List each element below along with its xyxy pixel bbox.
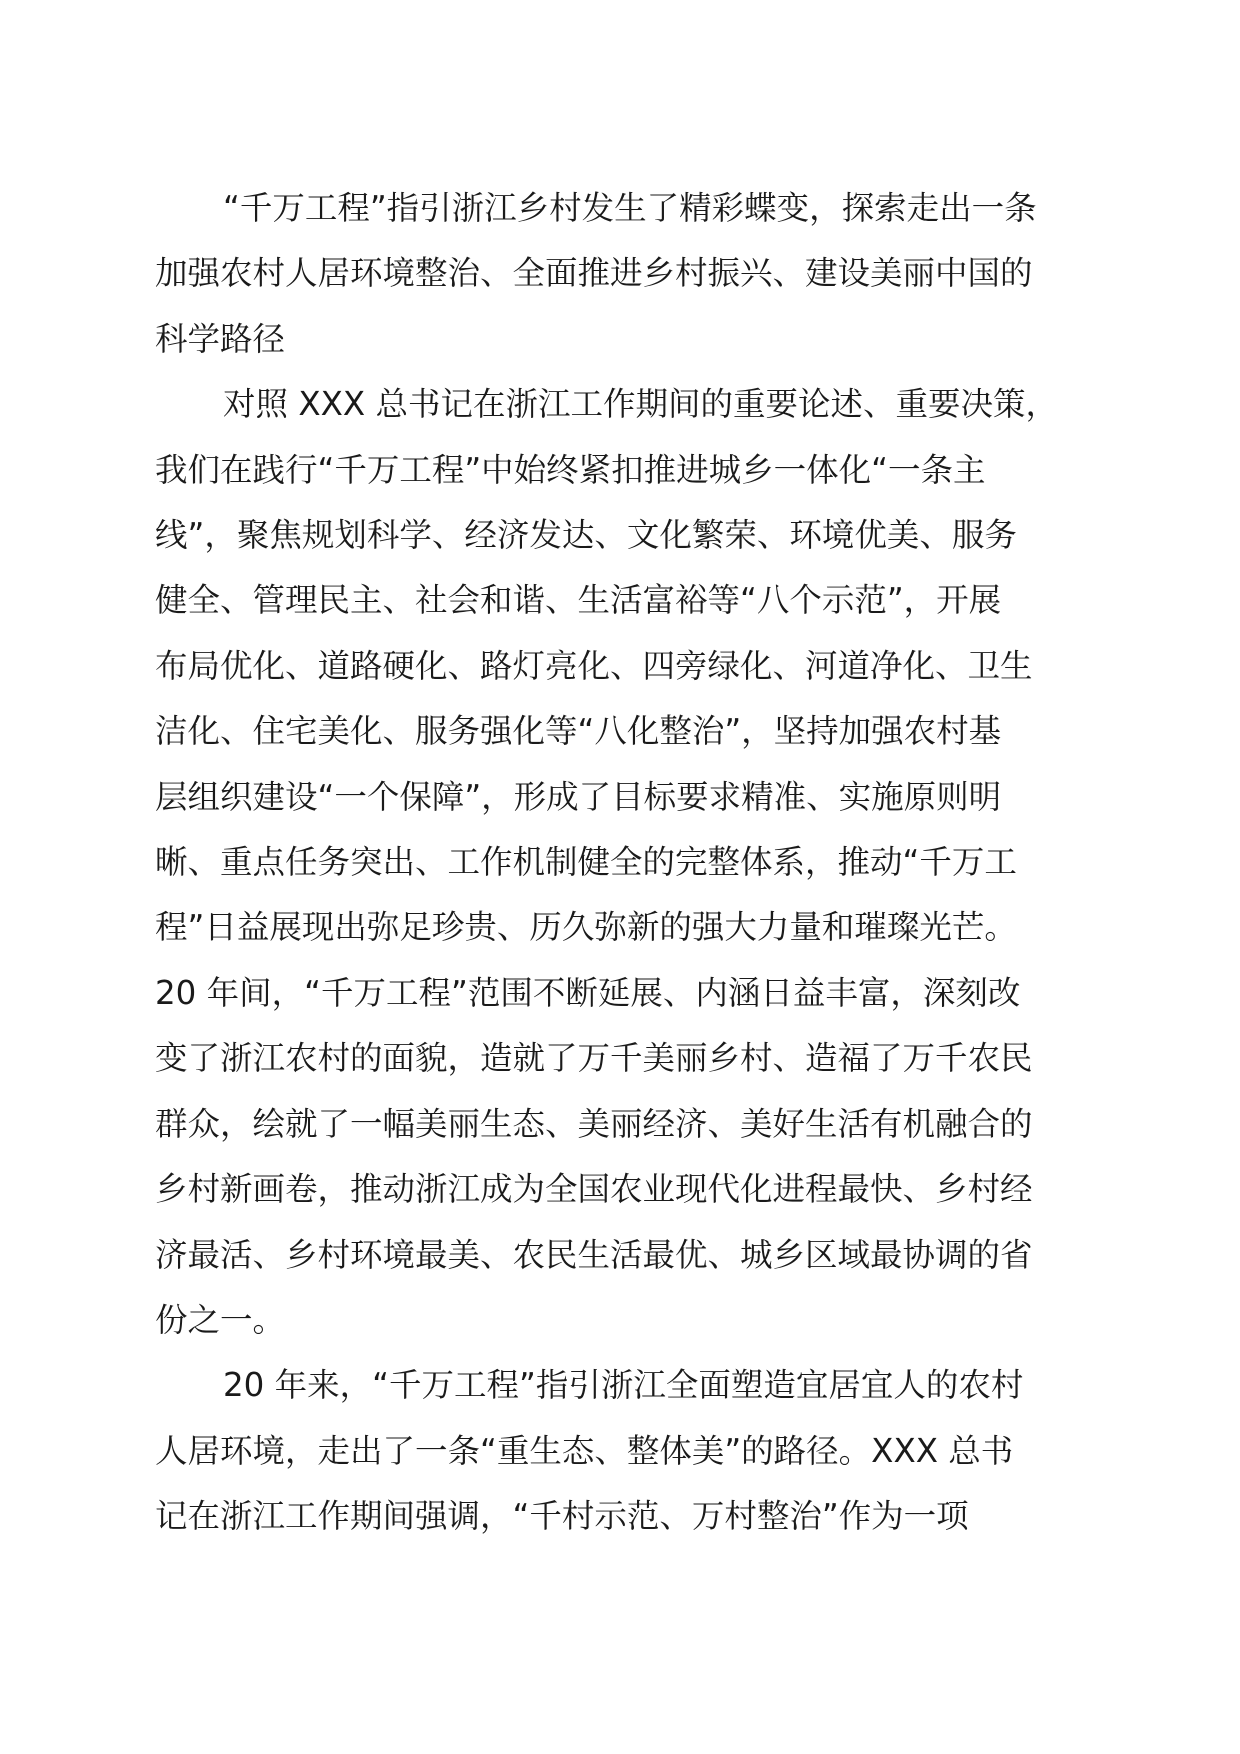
paragraph-1 (155, 176, 1085, 372)
paragraph-line: 加强农村人居环境整治、全面推进乡村振兴、建设美丽中国的 (155, 254, 1033, 293)
paragraph-line: 科学路径 (155, 319, 286, 358)
paragraph-line: 层组织建设“一个保障”，形成了目标要求精准、实施原则明 (155, 777, 1002, 816)
paragraph-line: 乡村新画卷，推动浙江成为全国农业现代化进程最快、乡村经 (155, 1170, 1033, 1209)
paragraph-line: 洁化、住宅美化、服务强化等“八化整治”，坚持加强农村基 (155, 712, 1002, 751)
paragraph-line: 人居环境，走出了一条“重生态、整体美”的路径。XXX 总书 (155, 1431, 1014, 1470)
paragraph-line: 我们在践行“千万工程”中始终紧扣推进城乡一体化“一条主 (155, 450, 986, 489)
paragraph-line: 济最活、乡村环境最美、农民生活最优、城乡区域最协调的省 (155, 1235, 1033, 1274)
paragraph-line: 20 年间，“千万工程”范围不断延展、内涵日益丰富，深刻改 (155, 973, 1021, 1012)
paragraph-line: 线”，聚焦规划科学、经济发达、文化繁荣、环境优美、服务 (155, 516, 1017, 555)
paragraph-line: 程”日益展现出弥足珍贵、历久弥新的强大力量和璀璨光芒。 (155, 908, 1017, 947)
paragraph-3 (155, 1353, 1085, 1549)
paragraph-line: 布局优化、道路硬化、路灯亮化、四旁绿化、河道净化、卫生 (155, 646, 1033, 685)
paragraph-line: 健全、管理民主、社会和谐、生活富裕等“八个示范”，开展 (155, 581, 1002, 620)
paragraph-2 (155, 372, 1085, 1353)
paragraph-line: 群众，绘就了一幅美丽生态、美丽经济、美好生活有机融合的 (155, 1104, 1033, 1143)
paragraph-line: 变了浙江农村的面貌，造就了万千美丽乡村、造福了万千农民 (155, 1039, 1033, 1078)
paragraph-line: 20 年来，“千万工程”指引浙江全面塑造宜居宜人的农村 (223, 1366, 1024, 1405)
paragraph-line: 对照 XXX 总书记在浙江工作期间的重要论述、重要决策， (223, 385, 1058, 424)
paragraph-line: 记在浙江工作期间强调，“千村示范、万村整治”作为一项 (155, 1497, 969, 1536)
paragraph-line: 晰、重点任务突出、工作机制健全的完整体系，推动“千万工 (155, 843, 1017, 882)
document-body (155, 176, 1085, 1550)
paragraph-line: “千万工程”指引浙江乡村发生了精彩蝶变，探索走出一条 (223, 189, 1037, 227)
paragraph-line: 份之一。 (155, 1300, 286, 1339)
